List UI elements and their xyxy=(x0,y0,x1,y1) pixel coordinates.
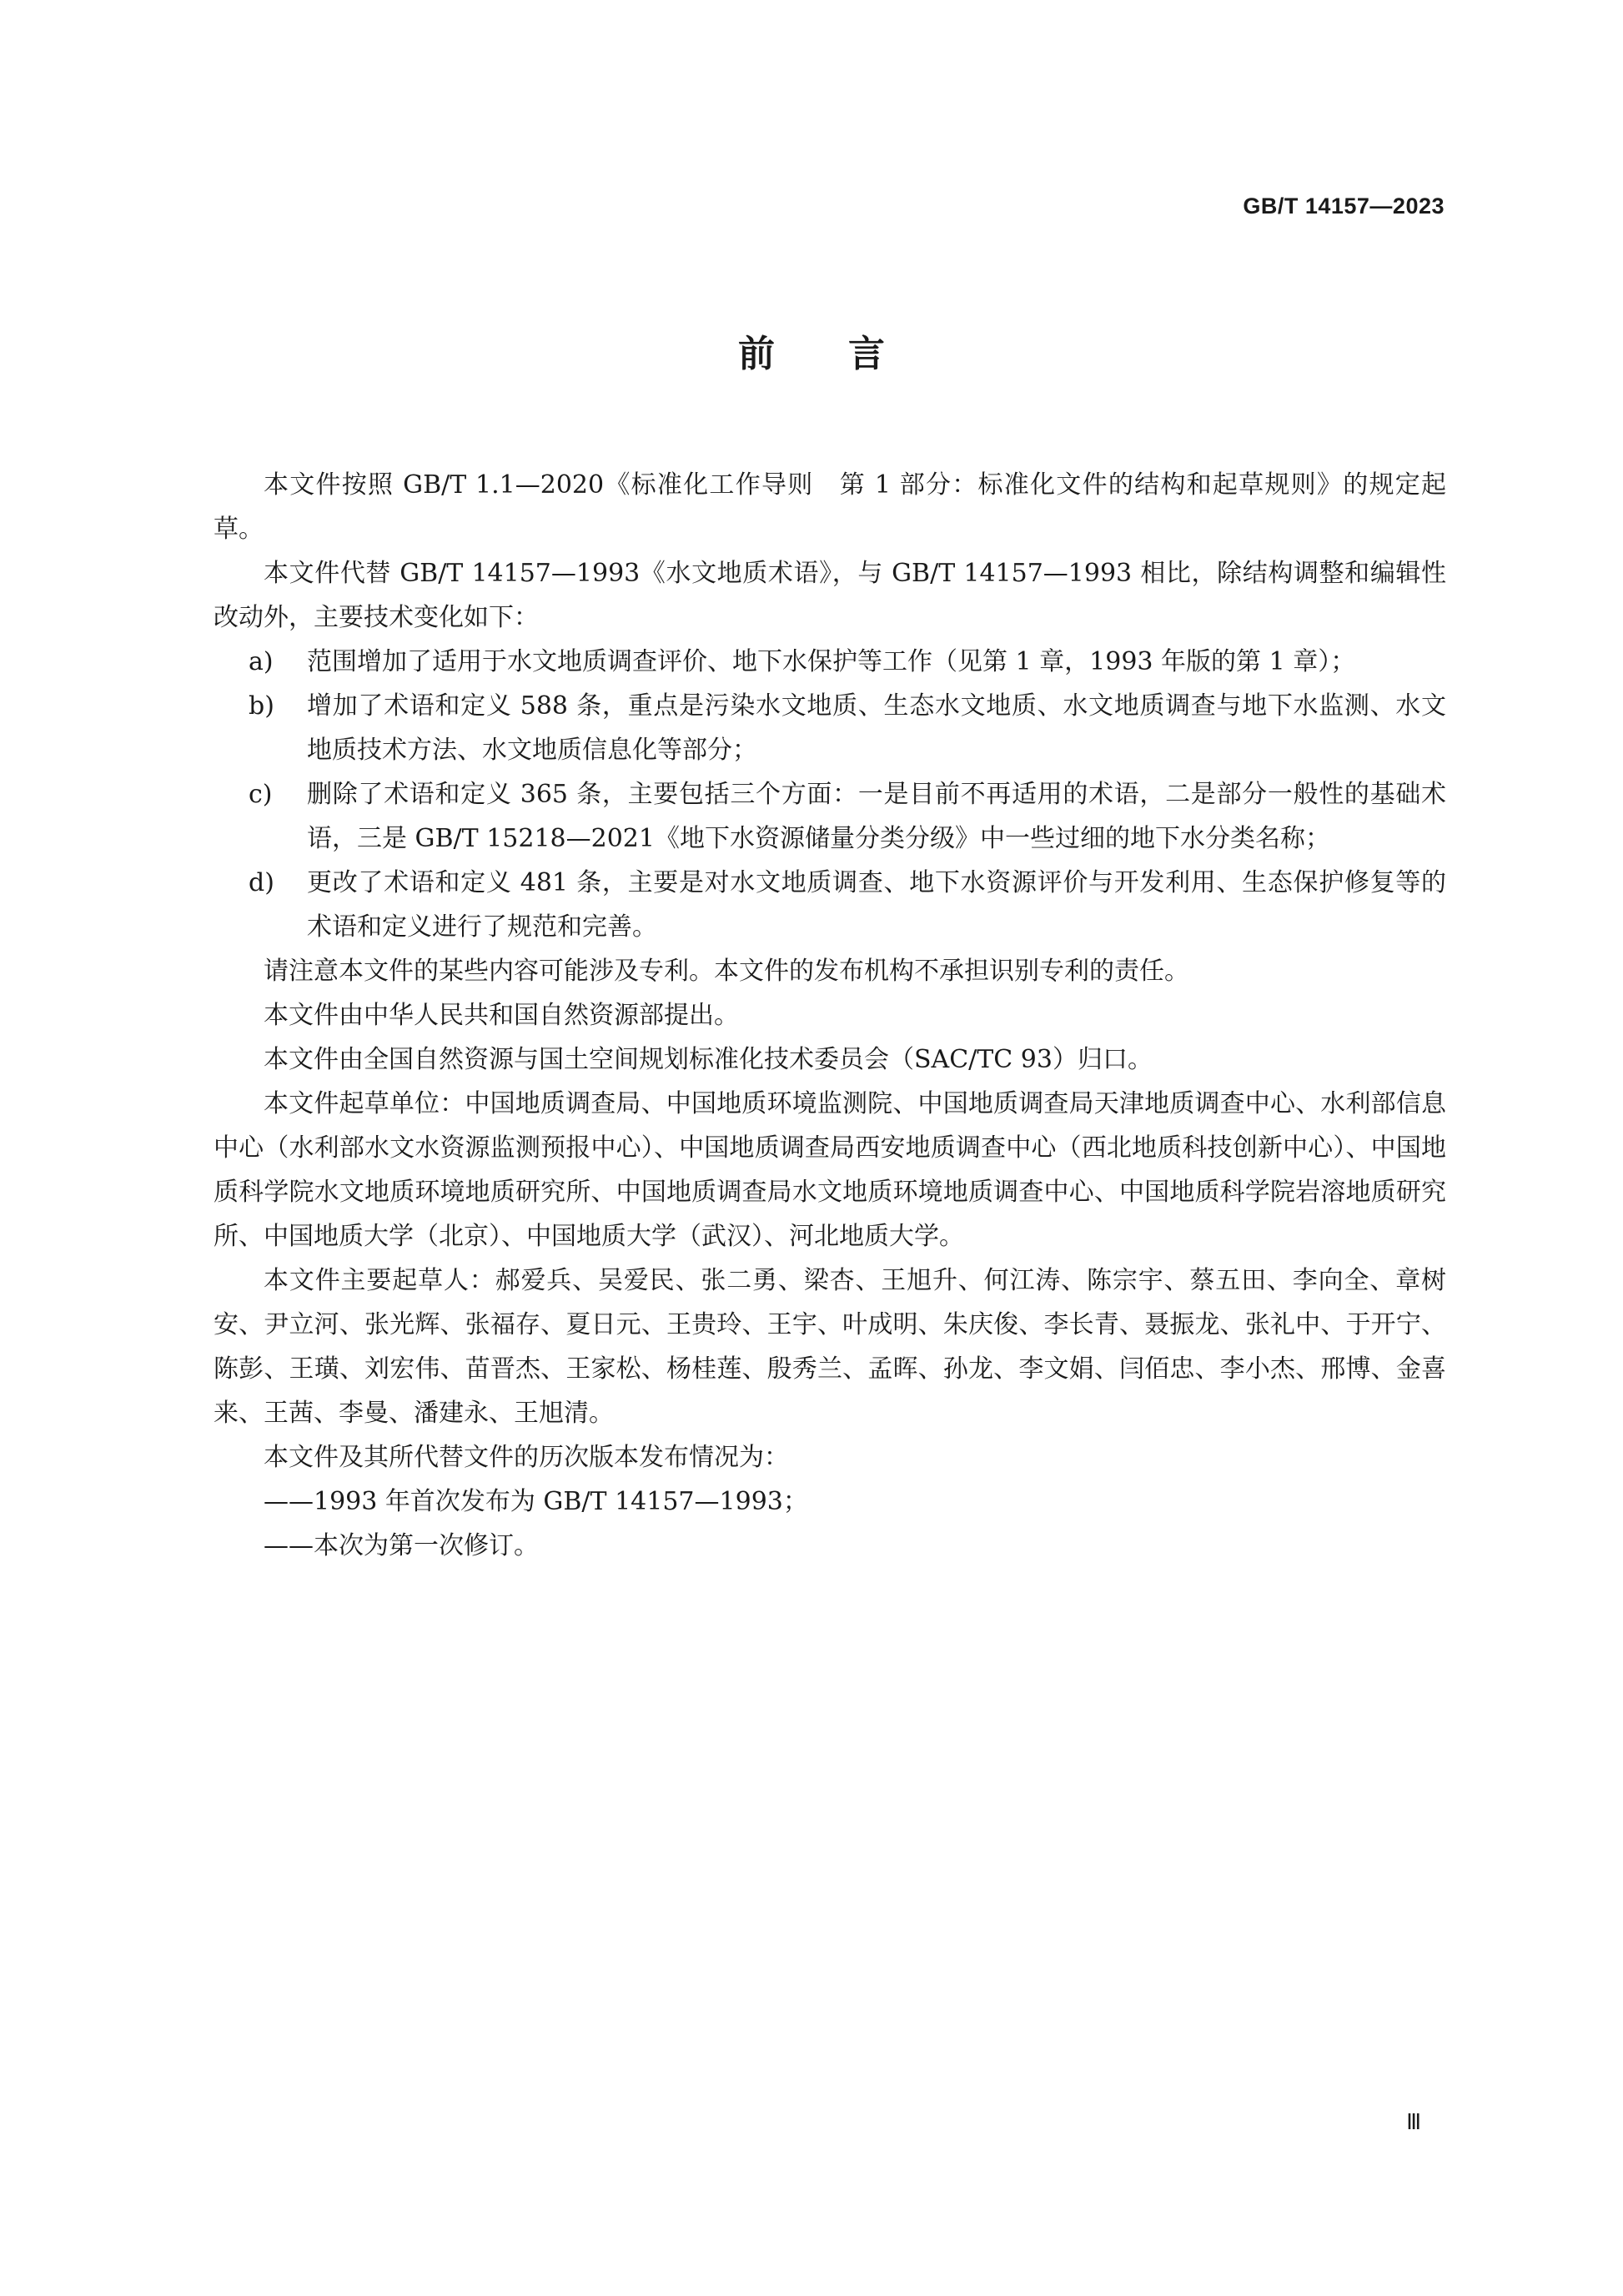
list-item-label: b) xyxy=(249,691,274,721)
list-item-text: 更改了术语和定义 481 条，主要是对水文地质调查、地下水资源评价与开发利用、生态保护修复等的术语和定义进行了规范和完善。 xyxy=(307,868,1446,942)
paragraph-history-intro: 本文件及其所代替文件的历次版本发布情况为： xyxy=(264,1443,789,1472)
list-item-label: d) xyxy=(249,868,274,897)
list-item-text: 增加了术语和定义 588 条，重点是污染水文地质、生态水文地质、水文地质调查与地下水监测、水文地质技术方法、水文地质信息化等部分； xyxy=(307,691,1446,765)
list-item-label: c) xyxy=(249,780,273,809)
history-item: ——1993 年首次发布为 GB/T 14157—1993； xyxy=(264,1487,808,1516)
page-title: 前言 xyxy=(738,333,958,375)
foreword-body xyxy=(214,463,1446,1568)
list-item xyxy=(214,861,1446,949)
list-item xyxy=(214,772,1446,861)
paragraph-drafting-units: 本文件起草单位：中国地质调查局、中国地质环境监测院、中国地质调查局天津地质调查中心、水利部信息中心（水利部水文水资源监测预报中心）、中国地质调查局西安地质调查中心（西北地质科技创新中心）、中国地质科学院水文地质环境地质研究所、中国地质调查局水文地质环境地质调查中心、中国地质科学院岩溶地质研究所、中国地质大学（北京）、中国地质大学（武汉）、河北地质大学。 xyxy=(214,1089,1446,1251)
list-item-label: a) xyxy=(249,647,274,676)
paragraph-committee: 本文件由全国自然资源与国土空间规划标准化技术委员会（SAC/TC 93）归口。 xyxy=(264,1045,1153,1074)
paragraph-patent-notice: 请注意本文件的某些内容可能涉及专利。本文件的发布机构不承担识别专利的责任。 xyxy=(264,957,1189,986)
paragraph-proposer: 本文件由中华人民共和国自然资源部提出。 xyxy=(264,1001,739,1030)
history-item: ——本次为第一次修订。 xyxy=(264,1531,539,1560)
list-item xyxy=(214,684,1446,772)
list-item-text: 范围增加了适用于水文地质调查评价、地下水保护等工作（见第 1 章，1993 年版的第 1 章）； xyxy=(307,647,1356,676)
paragraph-drafting-rules: 本文件按照 GB/T 1.1—2020《标准化工作导则 第 1 部分：标准化文件的结构和起草规则》的规定起草。 xyxy=(214,470,1446,544)
list-item-text: 删除了术语和定义 365 条，主要包括三个方面：一是目前不再适用的术语，二是部分一般性的基础术语，三是 GB/T 15218—2021《地下水资源储量分类分级》中一些过细的地下水分类名称； xyxy=(307,780,1446,853)
document-code: GB/T 14157—2023 xyxy=(1243,193,1445,219)
page-number: Ⅲ xyxy=(1406,2110,1421,2135)
list-item xyxy=(214,640,1446,684)
paragraph-replacement: 本文件代替 GB/T 14157—1993《水文地质术语》，与 GB/T 14157—1993 相比，除结构调整和编辑性改动外，主要技术变化如下： xyxy=(214,559,1446,632)
paragraph-drafters: 本文件主要起草人：郝爱兵、吴爱民、张二勇、梁杏、王旭升、何江涛、陈宗宇、蔡五田、李向全、章树安、尹立河、张光辉、张福存、夏日元、王贵玲、王宇、叶成明、朱庆俊、李长青、聂振龙、张礼中、于开宁、陈彭、王璜、刘宏伟、苗晋杰、王家松、杨桂莲、殷秀兰、孟晖、孙龙、李文娟、闫佰忠、李小杰、邢博、金喜来、王茜、李曼、潘建永、王旭清。 xyxy=(214,1266,1446,1428)
